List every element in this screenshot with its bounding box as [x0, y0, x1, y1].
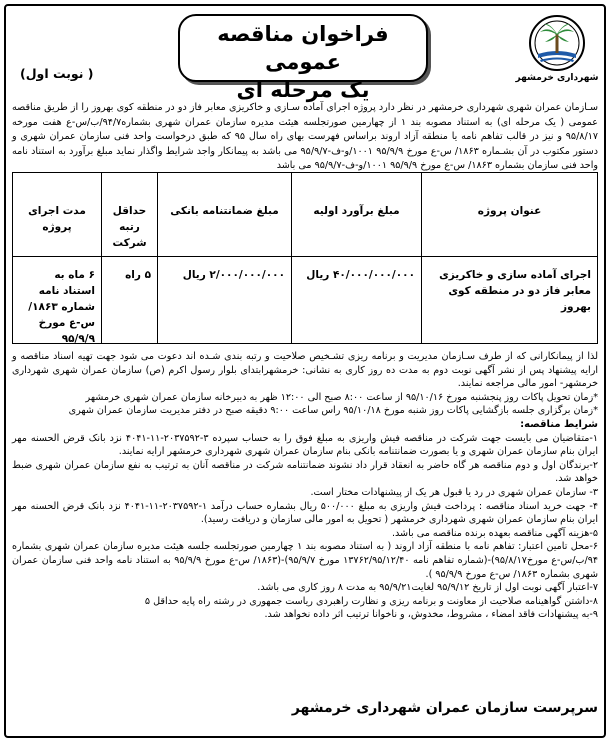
opening-time: *زمان برگزاری جلسه بازگشایی پاکات روز شنبه مورخ ۹۵/۱۰/۱۸ راس ساعت ۹:۰۰ دقیقه صبح در دفتر مدیریت سازمان عمران شهری	[68, 405, 598, 417]
cell-project-title: اجرای آماده سازی و خاکریزی معابر فاز دو در منطقه کوی بهروز	[421, 257, 597, 343]
cell-rank: ۵ راه	[101, 257, 157, 343]
header-duration: مدت اجرای پروژه	[13, 173, 101, 257]
project-table	[12, 172, 598, 344]
cell-estimate: ۴۰/۰۰۰/۰۰۰/۰۰۰ ریال	[291, 257, 421, 343]
condition-1: ۱-متقاضیان می بایست جهت شرکت در مناقصه فیش واریزی به مبلغ فوق را به حساب سپرده ۳-۲۰۳۷۵۹۲-۱۱-۴۰۴۱ نزد بانک قرض الحسنه مهر ایران بنام سازمان عمران شهری و یا بصورت ضمانتنامه بانکی بنام سازمان عمران شهری شهرداری خرمشهر ارایه نمایند.	[12, 432, 598, 458]
palm-emblem-icon	[528, 14, 586, 72]
cell-duration: ۶ ماه به استناد نامه شماره ۱۸۶۳/ س-ع مورخ ۹۵/۹/۹	[28, 269, 95, 345]
page-subtitle: یک مرحله ای	[236, 78, 370, 102]
page-title: فراخوان مناقصه عمومی	[217, 22, 389, 74]
signature-line: سرپرست سازمان عمران شهرداری خرمشهر	[291, 700, 598, 716]
condition-8: ۸-داشتن گواهینامه صلاحیت از معاونت و برنامه ریزی و نظارت راهبردی ریاست جمهوری در رشته راه پایه حداقل ۵	[144, 595, 598, 607]
header-rank: حداقل رتبه شرکت	[101, 173, 157, 257]
header-guarantee: مبلغ ضمانتنامه بانکی	[157, 173, 291, 257]
condition-2: ۲-برندگان اول و دوم مناقصه هر گاه حاضر به انعقاد قرار داد نشوند ضمانتنامه شرکت در مناقصه آنان به ترتیب به نفع سازمان عمران شهری ضبط خواهد شد.	[12, 459, 598, 485]
header-estimate: مبلغ برآورد اولیه	[291, 173, 421, 257]
round-badge: ( نوبت اول)	[20, 66, 94, 81]
municipality-logo	[515, 14, 599, 88]
condition-9: ۹-به پیشنهادات فاقد امضاء ، مشروط، مخدوش، و ناخوانا ترتیب اثر داده نخواهد شد.	[264, 609, 598, 621]
condition-6: ۶-محل تامین اعتبار: تفاهم نامه با منطقه آزاد اروند ( به استناد مصوبه بند ۱ چهارمین صورتجلسه جلسه هیئت مدیره سازمان عمران شهری بشماره ۹۴/ب/س-ع مورخ۹۵/۸/۱۷)-(شماره تفاهم نامه ۱۳۷۶۲/۹۵/۱۲/۴۰ مورخ ۹۵/۹/۷)-(۱۸۶۳/ س-ع مورخ ۹۵/۹/۹ به استناد نامه واحد فنی سازمان عمران شهری بشماره ۱۸۶۳/ س-ع مورخ ۹۵/۹/۹ ).	[12, 541, 599, 580]
intro-paragraph: سـازمان عمران شهری شهرداری خرمشهر در نظر دارد پروژه اجرای آماده سـازی و خاکریزی معابر فاز دو در منطقه کوی بهروز را از طریق مناقصه عمومی ( یک مرحله ای) به استناد مصوبه بند ۱ از چهارمین صورتجلسه هیئت مدیره سازمان عمران شهری بشماره۹۴/۷/ب/س-ع هفت مورخه ۹۵/۸/۱۷ و نیز در قالب تفاهم نامه یا منطقه آزاد اروند براساس فهرست بهای راه سال ۹۵ که طبق درخواست واحد فنی سازمان عمران شهری و دستور مکتوب در آن بشـماره ۱۸۶۳/ س-ع مورخ ۹۵/۹/۹ ۱۰۰۱/و-ف-۹۵/۹/۷ می باشد به پیمانکار واجد شرایط واگذار نماید مبلغ برآورد به استناد نامه واحد فنی سازمان بشماره ۱۸۶۳/ س-ع مورخ ۹۵/۹/۹ ۱۰۰۱/و-ف-۹۵/۹/۷ می باشد	[12, 102, 598, 172]
condition-3: ۳- سازمان عمران شهری در رد یا قبول هر یک از پیشنهادات مختار است.	[310, 486, 598, 498]
body-text	[12, 350, 598, 622]
delivery-time: *زمان تحویل پاکات روز پنجشنبه مورخ ۹۵/۱۰/۱۶ از ساعت ۸:۰۰ صبح الی ۱۲:۰۰ ظهر به دبیرخانه سازمان عمران شهری خرمشهر	[85, 391, 598, 403]
conditions-title: شرایط مناقصه:	[520, 418, 598, 430]
logo-caption: شهرداری خرمشهر	[515, 73, 599, 83]
title-box	[178, 14, 428, 102]
condition-4: ۴- جهت خرید اسناد مناقصه : پرداخت فیش واریزی به مبلغ ۵۰۰/۰۰۰ ریال بشماره حساب درآمد ۱-۲۰۳۷۵۹۲-۱۱-۴۰۴۱ نزد بانک قرض الحسنه مهر ایران بنام سازمان عمران شهری شهرداری خرمشهر ( تحویل به امور مالی سازمان و دریافت رسید).	[12, 500, 598, 526]
condition-5: ۵-هزینه آگهی مناقصه بعهده برنده مناقصه می باشد.	[391, 527, 598, 539]
invitation-paragraph: لذا از پیمانکارانی که از طرف سـازمان مدیریت و برنامه ریزی تشـخیص صلاحیت و رتبه بندی شـده اند دعوت می شود جهت تهیه اسناد مناقصه و ارایه پیشنهاد پس از نشر آگهی نوبت دوم به مدت ده روز کاری به نشانی: خرمشهرابتدای بلوار رسول اکرم (ص) سازمان عمران شهری شهرداری خرمشهر- امور مالی مراجعه نمایند.	[12, 351, 598, 390]
header-project-title: عنوان پروژه	[421, 173, 597, 257]
cell-guarantee: ۲/۰۰۰/۰۰۰/۰۰۰ ریال	[157, 257, 291, 343]
condition-7: ۷-اعتبار آگهی نوبت اول از تاریخ ۹۵/۹/۱۲ لغایت۹۵/۹/۲۱ به مدت ۸ روز کاری می باشد.	[257, 582, 598, 594]
header	[8, 10, 602, 102]
